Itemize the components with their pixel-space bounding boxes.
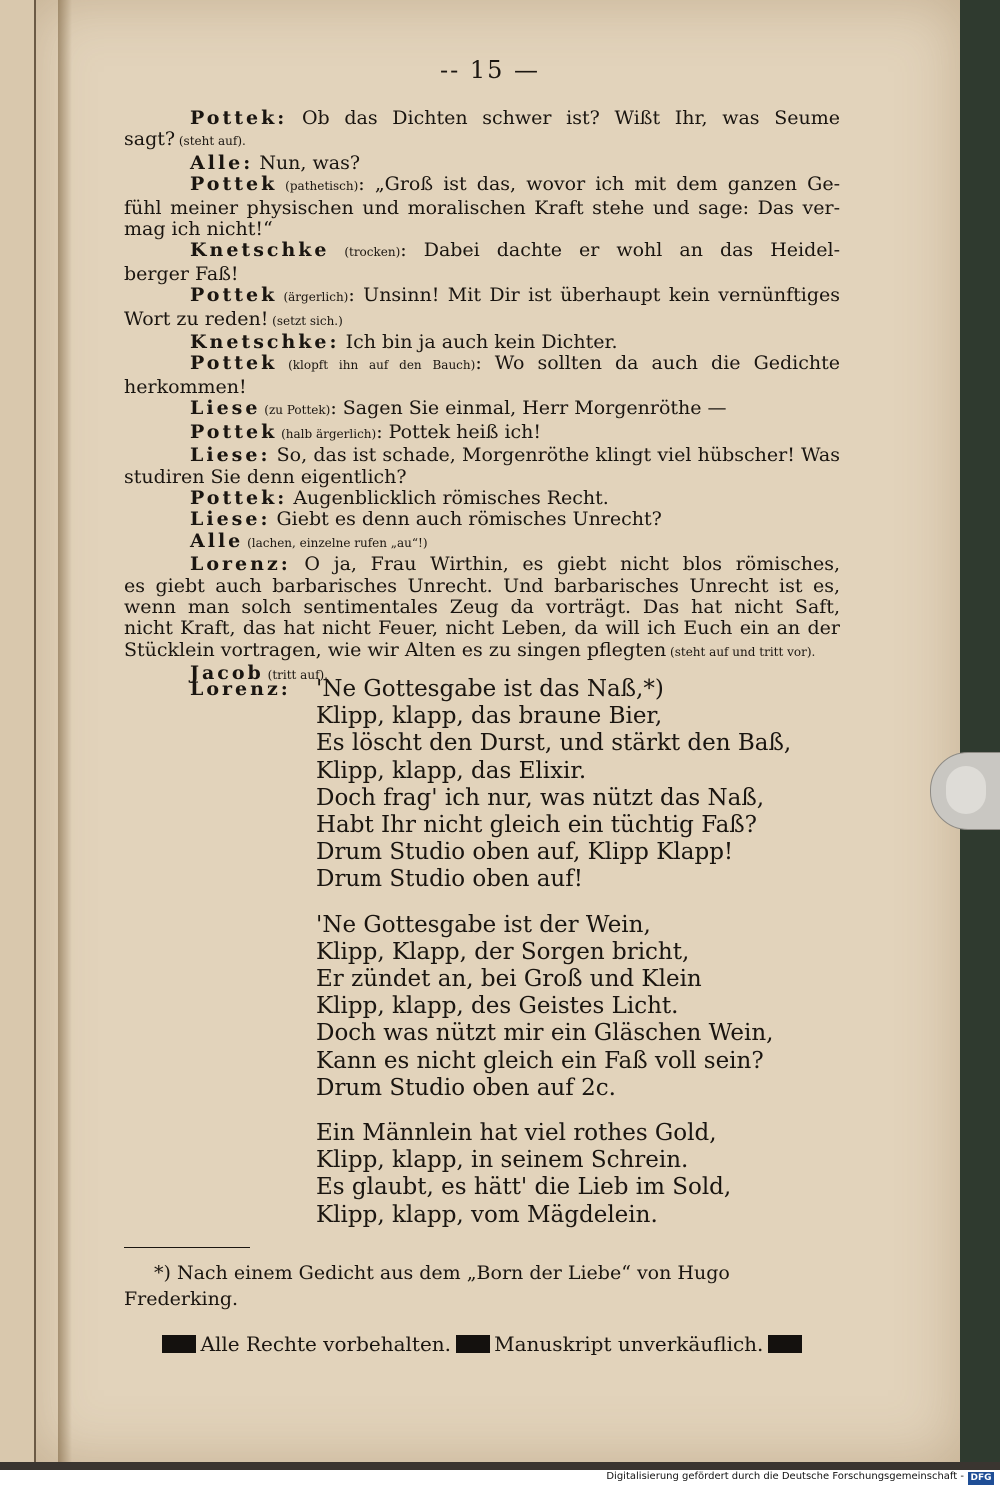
stage-direction: (trocken) [329,245,401,260]
speaker-name: Pottek [190,174,278,196]
footnote-line-2: Frederking. [124,1288,239,1310]
verse-line: Klipp, klapp, vom Mägdelein. [316,1201,658,1228]
text-line [124,108,840,129]
song-speaker [124,839,316,866]
verse-line: Kann es nicht gleich ein Faß voll sein? [316,1047,764,1074]
verse-row [124,1048,840,1075]
verse-line: Klipp, klapp, das braune Bier, [316,703,663,730]
line-text: sagt? [124,129,176,151]
verse-line: Doch was nützt mir ein Gläschen Wein, [316,1020,774,1047]
speaker-name: Pottek: [190,487,288,509]
line-text: mag ich nicht!“ [124,219,273,241]
verse-row [124,1120,840,1147]
speaker-name: Pottek [190,285,278,307]
stage-direction: (setzt sich.) [268,313,343,328]
line-text: nicht Kraft, das hat nicht Feuer, nicht Leben, da will ich Euch ein an der [124,618,840,640]
verse-row [124,1202,840,1229]
line-text: Stücklein vortragen, wie wir Alten es zu singen pflegten [124,639,667,661]
footnote-line-1: *) Nach einem Gedicht aus dem „Born der Liebe“ von Hugo [154,1262,730,1284]
verse-row [124,993,840,1020]
text-line [124,285,840,308]
verse-row [124,1147,840,1174]
line-text: Ich bin ja auch kein Dichter. [339,332,618,354]
line-text: herkommen! [124,376,247,398]
song-speaker [124,758,316,785]
verse-line: Drum Studio oben auf! [316,866,584,893]
page-left-edge [0,0,36,1462]
manuscript-not-for-sale-text: Manuskript unverkäuflich. [494,1332,764,1356]
text-line [124,174,840,197]
line-text: Ob das Dichten schwer ist? Wißt Ihr, was Seume [287,108,840,129]
text-line [124,467,840,488]
song-speaker [124,1075,316,1102]
black-bar [162,1335,196,1353]
line-text: : Pottek heiß ich! [376,421,542,443]
song-speaker [124,785,316,812]
dfg-logo: DFG [968,1472,994,1485]
line-text: So, das ist schade, Morgenröthe klingt viel hübscher! Was [270,445,840,467]
song-speaker [124,939,316,966]
text-line [124,198,840,219]
speaker-name: Alle [190,530,244,552]
line-text: Augenblicklich römisches Recht. [287,487,609,509]
speaker-name: Liese: [190,509,271,531]
verse-line: Klipp, klapp, das Elixir. [316,757,587,784]
text-line [124,129,840,152]
black-bar [456,1335,490,1353]
book-cover-edge [960,0,1000,1462]
stage-direction: (steht auf). [175,134,246,149]
speaker-name: Jacob [190,663,264,685]
song-speaker [124,1174,316,1201]
verse-line: 'Ne Gottesgabe ist der Wein, [316,911,651,938]
line-text: wenn man solch sentimentales Zeug da vorträgt. Das hat nicht Saft, [124,596,840,618]
verse-line: Es glaubt, es hätt' die Lieb im Sold, [316,1174,732,1201]
speaker-name: Lorenz: [190,554,291,576]
line-text: : Sagen Sie einmal, Herr Morgenröthe — [330,398,727,420]
speaker-name: Liese [190,398,261,420]
line-text: Nun, was? [253,152,361,174]
footnote [124,1260,840,1312]
verse-line: Ein Männlein hat viel rothes Gold, [316,1120,717,1147]
gutter-shadow [58,0,72,1462]
stage-direction: (klopft ihn auf den Bauch) [277,358,476,373]
black-bar [768,1335,802,1353]
line-text: fühl meiner physischen und moralischen Kraft stehe und sage: Das ver- [124,197,840,219]
song-speaker [124,993,316,1020]
speaker-name: Alle: [190,152,254,174]
stanza [124,912,840,1102]
verse-line: Habt Ihr nicht gleich ein tüchtig Faß? [316,812,757,839]
line-text: studiren Sie denn eigentlich? [124,466,407,488]
text-line [124,353,840,376]
verse-row [124,676,840,703]
speaker-name: Liese: [190,445,271,467]
verse-row [124,912,840,939]
verse-line: Drum Studio oben auf, Klipp Klapp! [316,839,734,866]
text-line [124,240,840,263]
text-line [124,554,840,575]
text-line [124,332,840,353]
stage-direction: (lachen, einzelne rufen „au“!) [243,535,428,550]
verse-line: Klipp, Klapp, der Sorgen bricht, [316,938,690,965]
line-text: : Dabei dachte er wohl an das Heidel- [400,240,840,262]
song-speaker [124,1147,316,1174]
text-line [124,422,840,445]
speaker-name: Knetschke [190,240,330,262]
song-speaker [124,703,316,730]
text-line [124,509,840,530]
verse-row [124,1174,840,1201]
text-line [124,309,840,332]
verse-line: 'Ne Gottesgabe ist das Naß,*) [316,676,664,702]
stage-direction: (zu Pottek) [260,403,331,418]
song-speaker [124,1202,316,1229]
line-text: es giebt auch barbarisches Unrecht. Und barbarisches Unrecht ist es, [124,575,840,597]
verse-row [124,939,840,966]
stanza [124,1120,840,1229]
speaker-name: Pottek [190,421,278,443]
stage-direction: (tritt auf). [263,668,328,683]
text-line [124,445,840,466]
stage-direction: (halb ärgerlich) [277,426,377,441]
song-speaker [124,812,316,839]
dialogue-text [124,108,840,687]
song-verses [124,676,840,1247]
song-speaker [124,1020,316,1047]
line-text: O ja, Frau Wirthin, es giebt nicht blos römisches, [290,554,840,576]
song-speaker [124,866,316,893]
line-text: Giebt es denn auch römisches Unrecht? [270,509,662,531]
speaker-name: Pottek: [190,108,288,129]
song-speaker [124,1120,316,1147]
verse-line: Klipp, klapp, in seinem Schrein. [316,1147,689,1174]
text-line [124,618,840,639]
text-line [124,531,840,554]
verse-row [124,1020,840,1047]
verse-row [124,1075,840,1102]
verse-row [124,785,840,812]
speaker-name: Knetschke: [190,332,340,354]
rights-reserved-text: Alle Rechte vorbehalten. [200,1332,452,1356]
song-speaker: Lorenz: [190,678,291,700]
song-speaker [124,1048,316,1075]
line-text: : Unsinn! Mit Dir ist überhaupt kein vernünftiges [348,285,840,307]
text-line [124,377,840,398]
verse-row [124,758,840,785]
text-line [124,640,840,663]
text-line [124,488,840,509]
verse-row [124,730,840,757]
page-number: -- 15 — [439,56,540,84]
text-line [124,576,840,597]
line-text: : „Groß ist das, wovor ich mit dem ganzen Ge- [358,174,840,196]
stage-direction: (pathetisch) [277,179,359,194]
text-line [124,153,840,174]
stage-direction: (ärgerlich) [277,290,349,305]
verse-line: Klipp, klapp, des Geistes Licht. [316,993,679,1020]
verse-line: Es löscht den Durst, und stärkt den Baß, [316,730,792,757]
stage-direction: (steht auf und tritt vor). [666,644,816,659]
digitization-credit: Digitalisierung gefördert durch die Deutsche Forschungsgemeinschaft - [606,1471,964,1482]
stanza [124,676,840,894]
text-line [124,264,840,285]
speaker-name: Pottek [190,353,278,375]
text-line [124,398,840,421]
footnote-rule [124,1247,250,1248]
verse-line: Er zündet an, bei Groß und Klein [316,966,702,993]
song-speaker [124,730,316,757]
line-text: Wort zu reden! [124,308,269,330]
verse-line: Drum Studio oben auf 2c. [316,1074,616,1101]
verse-row [124,839,840,866]
song-speaker [124,912,316,939]
verse-line: Doch frag' ich nur, was nützt das Naß, [316,784,765,811]
verse-row [124,866,840,893]
text-line [124,219,840,240]
verse-row [124,703,840,730]
line-text: : Wo sollten da auch die Gedichte [475,353,840,375]
rights-notice [162,1332,802,1356]
page-tab-clip-highlight [946,766,986,814]
song-speaker [124,966,316,993]
line-text: berger Faß! [124,263,239,285]
text-line [124,597,840,618]
verse-row [124,812,840,839]
verse-row [124,966,840,993]
